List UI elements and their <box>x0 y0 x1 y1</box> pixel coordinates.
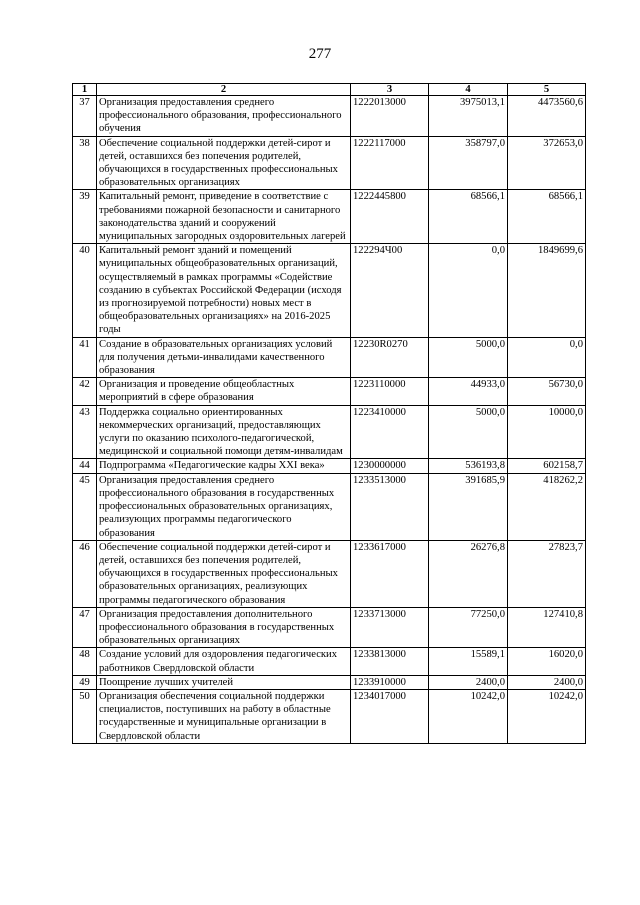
row-value-col4: 5000,0 <box>429 337 508 378</box>
row-name: Создание условий для оздоровления педагогических работников Свердловской области <box>97 648 351 675</box>
row-name: Организация предоставления дополнительного профессионального образования в государственных образовательных организациях <box>97 607 351 648</box>
page-number: 277 <box>308 46 332 62</box>
row-code: 1222445800 <box>351 190 429 244</box>
row-value-col5: 16020,0 <box>508 648 586 675</box>
row-number: 39 <box>73 190 97 244</box>
row-name: Создание в образовательных организациях условий для получения детьми-инвалидами качественного образования <box>97 337 351 378</box>
row-number: 48 <box>73 648 97 675</box>
column-header-2: 2 <box>97 84 351 96</box>
row-value-col4: 44933,0 <box>429 378 508 405</box>
table-row <box>73 473 586 540</box>
row-value-col4: 77250,0 <box>429 607 508 648</box>
table-row <box>73 405 586 459</box>
row-code: 12230R0270 <box>351 337 429 378</box>
row-value-col5: 127410,8 <box>508 607 586 648</box>
row-number: 42 <box>73 378 97 405</box>
row-code: 1233713000 <box>351 607 429 648</box>
row-code: 1223110000 <box>351 378 429 405</box>
table-row <box>73 190 586 244</box>
row-name: Капитальный ремонт зданий и помещений муниципальных общеобразовательных организаций, осуществляемый в рамках программы «Содействие созданию в субъектах Российской Федерации (исходя из прогнозируемой потребности) новых мест в общеобразовательных организациях» на 2016-2025 годы <box>97 244 351 337</box>
row-value-col4: 2400,0 <box>429 675 508 689</box>
table-row <box>73 136 586 190</box>
row-code: 1233813000 <box>351 648 429 675</box>
row-number: 46 <box>73 540 97 607</box>
row-value-col5: 372653,0 <box>508 136 586 190</box>
row-number: 43 <box>73 405 97 459</box>
row-value-col4: 10242,0 <box>429 689 508 743</box>
row-value-col4: 15589,1 <box>429 648 508 675</box>
row-number: 37 <box>73 96 97 137</box>
table-row <box>73 540 586 607</box>
row-code: 1223410000 <box>351 405 429 459</box>
row-name: Организация обеспечения социальной поддержки специалистов, поступивших на работу в областные государственные и муниципальные организации в Свердловской области <box>97 689 351 743</box>
table-header-row <box>73 84 586 96</box>
row-value-col4: 0,0 <box>429 244 508 337</box>
row-code: 1233617000 <box>351 540 429 607</box>
row-value-col5: 418262,2 <box>508 473 586 540</box>
row-name: Организация предоставления среднего профессионального образования в государственных профессиональных образовательных организациях, реализующих программы педагогического образования <box>97 473 351 540</box>
row-name: Поощрение лучших учителей <box>97 675 351 689</box>
row-value-col5: 10000,0 <box>508 405 586 459</box>
row-value-col5: 4473560,6 <box>508 96 586 137</box>
row-value-col4: 536193,8 <box>429 459 508 473</box>
column-header-4: 4 <box>429 84 508 96</box>
table-row <box>73 378 586 405</box>
row-number: 45 <box>73 473 97 540</box>
table-row <box>73 675 586 689</box>
table-row <box>73 689 586 743</box>
row-value-col5: 1849699,6 <box>508 244 586 337</box>
row-value-col5: 68566,1 <box>508 190 586 244</box>
table-row <box>73 244 586 337</box>
row-name: Подпрограмма «Педагогические кадры XXI века» <box>97 459 351 473</box>
row-code: 1233910000 <box>351 675 429 689</box>
row-value-col5: 56730,0 <box>508 378 586 405</box>
column-header-1: 1 <box>73 84 97 96</box>
row-name: Обеспечение социальной поддержки детей-сирот и детей, оставшихся без попечения родителей, обучающихся в государственных профессиональных образовательных организациях, реализующих программы педагогического образования <box>97 540 351 607</box>
row-name: Организация и проведение общеобластных мероприятий в сфере образования <box>97 378 351 405</box>
row-name: Капитальный ремонт, приведение в соответствие с требованиями пожарной безопасности и санитарного законодательства зданий и сооружений муниципальных загородных оздоровительных лагерей <box>97 190 351 244</box>
row-name: Поддержка социально ориентированных некоммерческих организаций, предоставляющих услуги по оказанию психолого-педагогической, медицинской и социальной помощи детям-инвалидам <box>97 405 351 459</box>
row-value-col5: 0,0 <box>508 337 586 378</box>
row-number: 49 <box>73 675 97 689</box>
row-value-col4: 68566,1 <box>429 190 508 244</box>
row-value-col4: 26276,8 <box>429 540 508 607</box>
table-row <box>73 607 586 648</box>
row-value-col4: 358797,0 <box>429 136 508 190</box>
row-code: 1222117000 <box>351 136 429 190</box>
table-body <box>73 96 586 744</box>
row-number: 41 <box>73 337 97 378</box>
row-number: 38 <box>73 136 97 190</box>
row-value-col5: 2400,0 <box>508 675 586 689</box>
column-header-3: 3 <box>351 84 429 96</box>
row-code: 122294Ч00 <box>351 244 429 337</box>
row-code: 1234017000 <box>351 689 429 743</box>
row-value-col4: 391685,9 <box>429 473 508 540</box>
table-row <box>73 459 586 473</box>
row-number: 50 <box>73 689 97 743</box>
row-number: 40 <box>73 244 97 337</box>
column-header-5: 5 <box>508 84 586 96</box>
table-row <box>73 96 586 137</box>
table-row <box>73 337 586 378</box>
row-number: 44 <box>73 459 97 473</box>
row-name: Обеспечение социальной поддержки детей-сирот и детей, оставшихся без попечения родителей, обучающихся в государственных профессиональных образовательных организациях <box>97 136 351 190</box>
row-value-col5: 10242,0 <box>508 689 586 743</box>
row-name: Организация предоставления среднего профессионального образования, профессионального обучения <box>97 96 351 137</box>
row-code: 1222013000 <box>351 96 429 137</box>
budget-table <box>72 83 586 744</box>
row-number: 47 <box>73 607 97 648</box>
row-value-col4: 5000,0 <box>429 405 508 459</box>
table-row <box>73 648 586 675</box>
row-value-col5: 602158,7 <box>508 459 586 473</box>
row-value-col4: 3975013,1 <box>429 96 508 137</box>
row-code: 1233513000 <box>351 473 429 540</box>
row-code: 1230000000 <box>351 459 429 473</box>
row-value-col5: 27823,7 <box>508 540 586 607</box>
